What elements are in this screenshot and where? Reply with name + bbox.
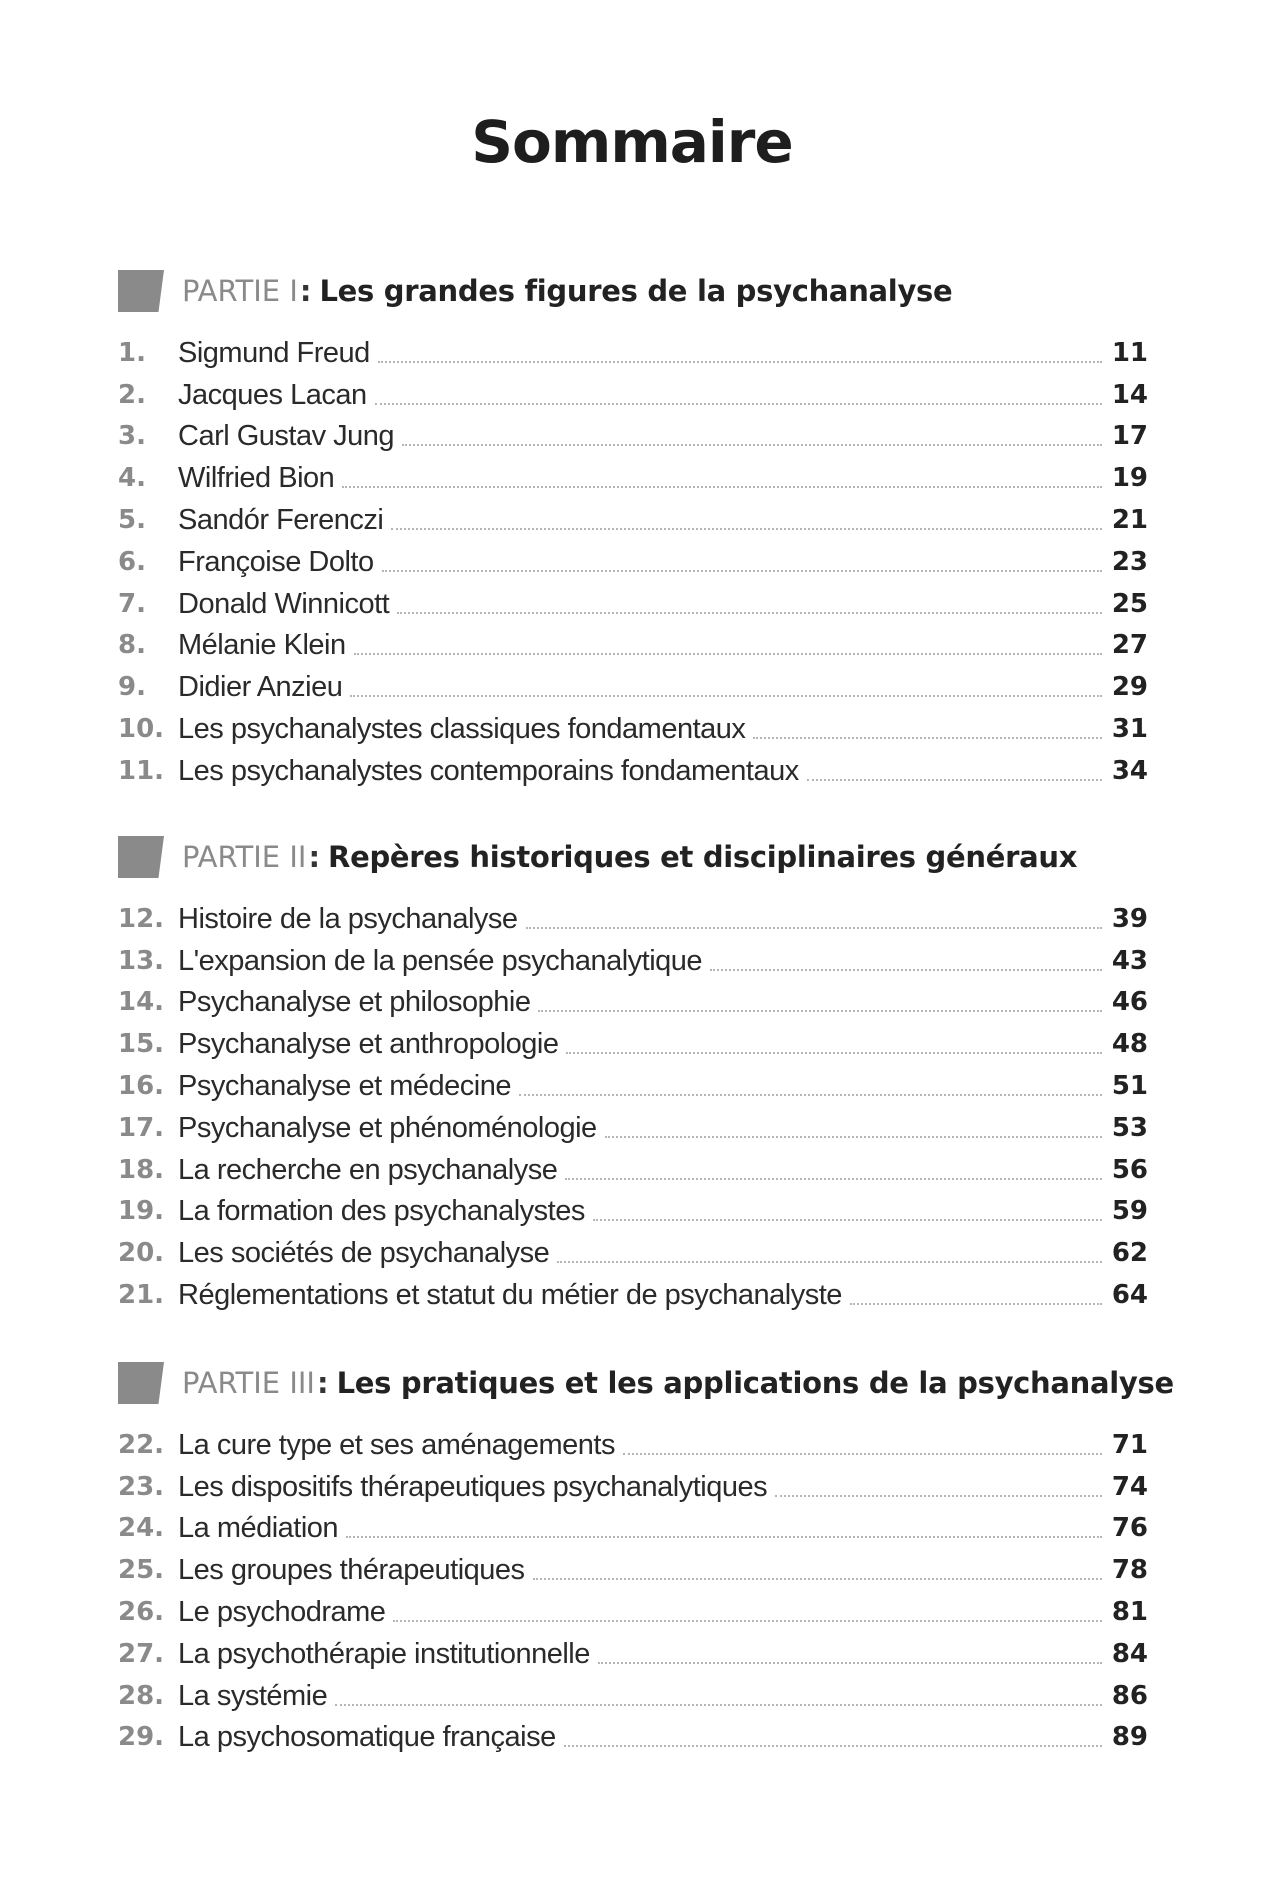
part-section	[118, 268, 1148, 788]
entry-label: L'expansion de la pensée psychanalytique	[178, 944, 703, 977]
entry-number: 18.	[118, 1154, 165, 1185]
part-title: Repères historiques et disciplinaires généraux	[328, 840, 1078, 874]
entry-label: La psychothérapie institutionnelle	[178, 1637, 590, 1670]
entry-number: 10.	[118, 713, 165, 744]
dot-leader	[623, 1453, 1102, 1455]
part-label: PARTIE II	[182, 840, 307, 874]
toc-entry[interactable]	[118, 495, 1148, 537]
toc-entry[interactable]	[118, 1713, 1148, 1755]
dot-leader	[350, 695, 1101, 697]
part-separator: :	[308, 840, 321, 874]
entry-label: La cure type et ses aménagements	[178, 1428, 615, 1461]
entry-page-number: 48	[1111, 1029, 1148, 1060]
entry-label: Réglementations et statut du métier de psychanalyste	[178, 1278, 842, 1311]
toc-entry[interactable]	[118, 746, 1148, 788]
part-header	[118, 1360, 1174, 1406]
entry-number: 16.	[118, 1070, 165, 1101]
entry-page-number: 46	[1111, 987, 1148, 1018]
entry-page-number: 78	[1111, 1555, 1148, 1586]
entry-label: Histoire de la psychanalyse	[178, 902, 518, 935]
entry-number: 7.	[118, 588, 146, 619]
dot-leader	[564, 1745, 1102, 1747]
toc-entry[interactable]	[118, 1228, 1148, 1270]
entry-label: Françoise Dolto	[178, 545, 374, 578]
dot-leader	[565, 1178, 1101, 1180]
entry-page-number: 17	[1111, 421, 1148, 452]
dot-leader	[519, 1094, 1102, 1096]
part-separator: :	[316, 1366, 329, 1400]
entry-label: La médiation	[178, 1512, 339, 1545]
entry-label: Psychanalyse et philosophie	[178, 986, 531, 1019]
entry-label: Les psychanalystes contemporains fondamentaux	[178, 754, 799, 787]
entry-number: 20.	[118, 1238, 165, 1269]
dot-leader	[378, 361, 1102, 363]
toc-entry[interactable]	[118, 1545, 1148, 1587]
entry-page-number: 39	[1111, 903, 1148, 934]
dot-leader	[593, 1219, 1102, 1221]
part-title: Les grandes figures de la psychanalyse	[319, 274, 953, 308]
entry-page-number: 53	[1111, 1112, 1148, 1143]
part-marker-icon	[118, 270, 164, 312]
entry-label: Mélanie Klein	[178, 629, 346, 662]
toc-entry[interactable]	[118, 537, 1148, 579]
entry-page-number: 29	[1111, 672, 1148, 703]
entry-number: 3.	[118, 421, 146, 452]
entry-number: 1.	[118, 337, 146, 368]
entry-page-number: 21	[1111, 504, 1148, 535]
part-header	[118, 834, 1148, 880]
dot-leader	[557, 1261, 1102, 1263]
part-separator: :	[299, 274, 312, 308]
entry-page-number: 84	[1111, 1638, 1148, 1669]
dot-leader	[710, 969, 1102, 971]
page-title: Sommaire	[471, 108, 793, 176]
entry-number: 8.	[118, 630, 146, 661]
toc-entry-list	[118, 328, 1148, 788]
entry-number: 13.	[118, 945, 165, 976]
toc-entry[interactable]	[118, 704, 1148, 746]
entry-page-number: 76	[1111, 1513, 1148, 1544]
dot-leader	[354, 653, 1102, 655]
entry-number: 21.	[118, 1279, 165, 1310]
toc-entry[interactable]	[118, 1587, 1148, 1629]
toc-entry[interactable]	[118, 370, 1148, 412]
toc-entry[interactable]	[118, 1187, 1148, 1229]
dot-leader	[342, 486, 1102, 488]
entry-page-number: 14	[1111, 379, 1148, 410]
toc-entry[interactable]	[118, 1671, 1148, 1713]
toc-entry[interactable]	[118, 1019, 1148, 1061]
entry-label: Les groupes thérapeutiques	[178, 1554, 525, 1587]
entry-label: Psychanalyse et phénoménologie	[178, 1111, 597, 1144]
dot-leader	[753, 737, 1101, 739]
dot-leader	[391, 528, 1102, 530]
entry-label: Sandór Ferenczi	[178, 503, 384, 536]
dot-leader	[605, 1136, 1102, 1138]
dot-leader	[382, 570, 1102, 572]
entry-number: 17.	[118, 1112, 165, 1143]
entry-page-number: 34	[1111, 755, 1148, 786]
entry-label: La recherche en psychanalyse	[178, 1153, 558, 1186]
dot-leader	[538, 1010, 1101, 1012]
entry-number: 12.	[118, 903, 165, 934]
entry-label: La systémie	[178, 1679, 328, 1712]
entry-number: 15.	[118, 1029, 165, 1060]
toc-entry[interactable]	[118, 1145, 1148, 1187]
dot-leader	[526, 927, 1102, 929]
entry-page-number: 51	[1111, 1070, 1148, 1101]
entry-page-number: 23	[1111, 546, 1148, 577]
dot-leader	[775, 1495, 1102, 1497]
entry-number: 19.	[118, 1196, 165, 1227]
entry-label: La psychosomatique française	[178, 1721, 556, 1754]
entry-label: La formation des psychanalystes	[178, 1195, 585, 1228]
toc-entry[interactable]	[118, 1462, 1148, 1504]
toc-entry[interactable]	[118, 662, 1148, 704]
entry-page-number: 81	[1111, 1596, 1148, 1627]
dot-leader	[346, 1536, 1102, 1538]
entry-page-number: 71	[1111, 1429, 1148, 1460]
part-section	[118, 1360, 1174, 1754]
entry-number: 22.	[118, 1429, 165, 1460]
entry-page-number: 86	[1111, 1680, 1148, 1711]
dot-leader	[402, 444, 1102, 446]
entry-label: Didier Anzieu	[178, 671, 343, 704]
entry-page-number: 62	[1111, 1238, 1148, 1269]
entry-number: 2.	[118, 379, 146, 410]
toc-entry[interactable]	[118, 978, 1148, 1020]
toc-entry-list	[118, 1420, 1148, 1754]
entry-number: 11.	[118, 755, 165, 786]
toc-entry[interactable]	[118, 621, 1148, 663]
dot-leader	[375, 403, 1102, 405]
toc-entry[interactable]	[118, 1061, 1148, 1103]
toc-entry[interactable]	[118, 328, 1148, 370]
dot-leader	[397, 612, 1102, 614]
entry-number: 23.	[118, 1471, 165, 1502]
toc-entry[interactable]	[118, 1629, 1148, 1671]
entry-number: 5.	[118, 504, 146, 535]
part-marker-icon	[118, 1362, 164, 1404]
entry-number: 6.	[118, 546, 146, 577]
entry-number: 25.	[118, 1555, 165, 1586]
entry-number: 28.	[118, 1680, 165, 1711]
entry-label: Psychanalyse et médecine	[178, 1069, 511, 1102]
part-label: PARTIE I	[182, 274, 298, 308]
dot-leader	[598, 1662, 1102, 1664]
dot-leader	[335, 1704, 1102, 1706]
entry-page-number: 43	[1111, 945, 1148, 976]
entry-page-number: 11	[1111, 337, 1148, 368]
entry-label: Le psychodrame	[178, 1595, 386, 1628]
entry-label: Carl Gustav Jung	[178, 420, 395, 453]
entry-label: Les sociétés de psychanalyse	[178, 1237, 550, 1270]
entry-label: Donald Winnicott	[178, 587, 390, 620]
entry-page-number: 27	[1111, 630, 1148, 661]
toc-entry[interactable]	[118, 1103, 1148, 1145]
toc-entry[interactable]	[118, 1420, 1148, 1462]
toc-entry[interactable]	[118, 1270, 1148, 1312]
dot-leader	[393, 1620, 1101, 1622]
entry-page-number: 59	[1111, 1196, 1148, 1227]
entry-number: 9.	[118, 672, 146, 703]
toc-entry[interactable]	[118, 453, 1148, 495]
toc-entry[interactable]	[118, 412, 1148, 454]
dot-leader	[533, 1578, 1102, 1580]
entry-label: Sigmund Freud	[178, 336, 370, 369]
entry-page-number: 31	[1111, 713, 1148, 744]
entry-page-number: 19	[1111, 463, 1148, 494]
entry-label: Wilfried Bion	[178, 462, 335, 495]
part-label: PARTIE III	[182, 1366, 315, 1400]
entry-number: 4.	[118, 463, 146, 494]
part-header	[118, 268, 1148, 314]
toc-entry[interactable]	[118, 894, 1148, 936]
entry-number: 24.	[118, 1513, 165, 1544]
toc-entry-list	[118, 894, 1148, 1312]
toc-entry[interactable]	[118, 936, 1148, 978]
entry-page-number: 25	[1111, 588, 1148, 619]
entry-page-number: 89	[1111, 1722, 1148, 1753]
entry-number: 14.	[118, 987, 165, 1018]
part-title: Les pratiques et les applications de la psychanalyse	[336, 1366, 1174, 1400]
toc-entry[interactable]	[118, 579, 1148, 621]
toc-entry[interactable]	[118, 1504, 1148, 1546]
entry-label: Les dispositifs thérapeutiques psychanalytiques	[178, 1470, 768, 1503]
entry-label: Jacques Lacan	[178, 378, 367, 411]
entry-number: 29.	[118, 1722, 165, 1753]
entry-page-number: 64	[1111, 1279, 1148, 1310]
part-marker-icon	[118, 836, 164, 878]
entry-number: 27.	[118, 1638, 165, 1669]
entry-label: Les psychanalystes classiques fondamentaux	[178, 712, 746, 745]
entry-page-number: 56	[1111, 1154, 1148, 1185]
dot-leader	[566, 1052, 1101, 1054]
dot-leader	[850, 1303, 1102, 1305]
part-section	[118, 834, 1148, 1312]
dot-leader	[807, 779, 1102, 781]
entry-number: 26.	[118, 1596, 165, 1627]
entry-page-number: 74	[1111, 1471, 1148, 1502]
entry-label: Psychanalyse et anthropologie	[178, 1028, 559, 1061]
